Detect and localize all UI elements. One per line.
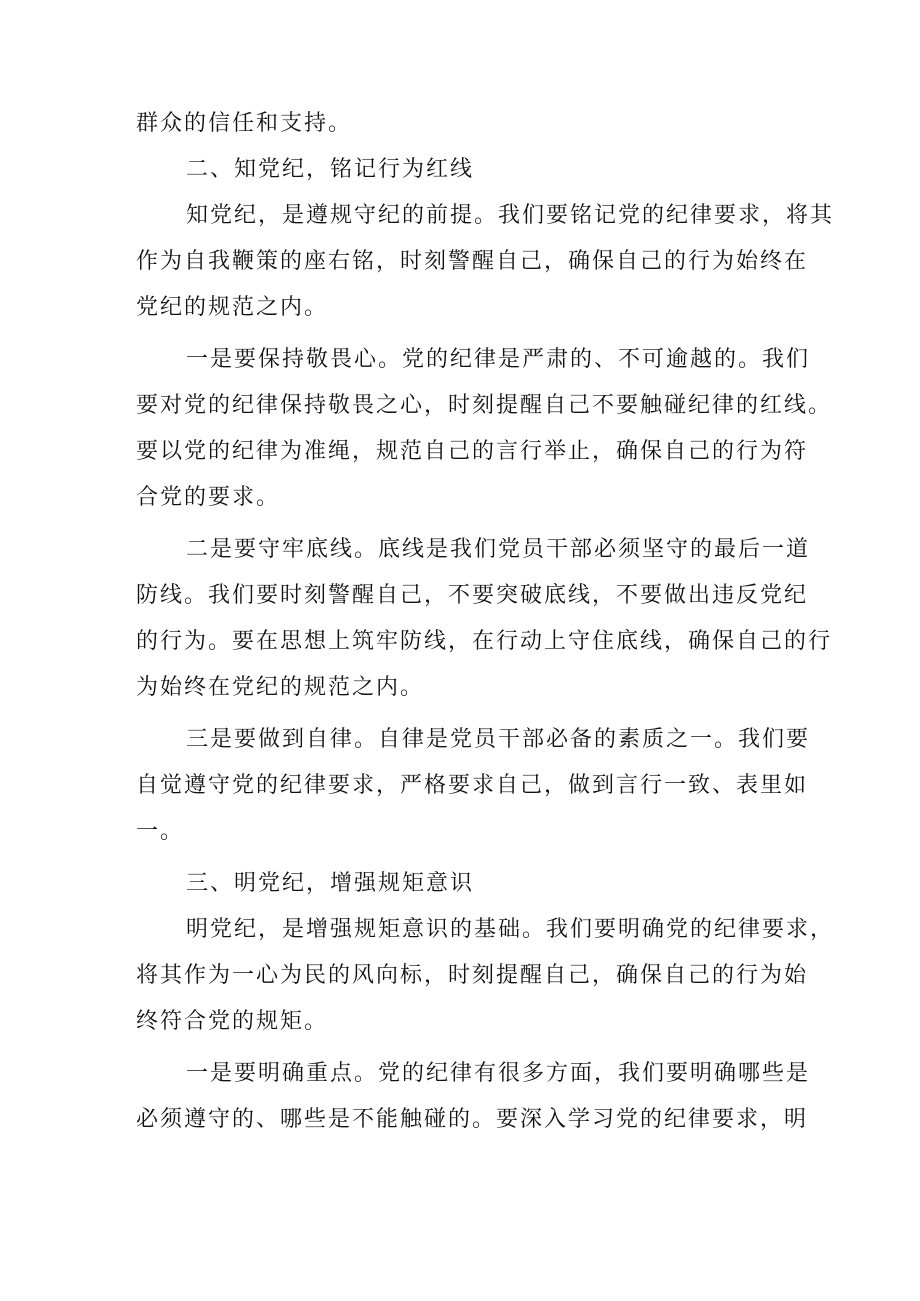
text-line-19: 将其作为一心为民的风向标，时刻提醒自己，确保自己的行为始 xyxy=(136,963,809,988)
text-line-21: 一是要明确重点。党的纪律有很多方面，我们要明确哪些是 xyxy=(186,1061,811,1086)
text-line-6: 一是要保持敬畏心。党的纪律是严肃的、不可逾越的。我们 xyxy=(186,347,811,372)
text-line-5: 党纪的规范之内。 xyxy=(136,295,329,320)
text-line-4: 作为自我鞭策的座右铭，时刻警醒自己，确保自己的行为始终在 xyxy=(136,249,809,274)
text-line-12: 的行为。要在思想上筑牢防线，在行动上守住底线，确保自己的行 xyxy=(136,629,833,654)
text-line-1: 群众的信任和支持。 xyxy=(136,111,353,136)
text-line-18: 明党纪，是增强规矩意识的基础。我们要明确党的纪律要求， xyxy=(186,917,835,942)
text-line-9: 合党的要求。 xyxy=(136,485,281,510)
text-line-10: 二是要守牢底线。底线是我们党员干部必须坚守的最后一道 xyxy=(186,537,811,562)
text-line-16: 一。 xyxy=(136,819,185,844)
text-line-8: 要以党的纪律为准绳，规范自己的言行举止，确保自己的行为符 xyxy=(136,439,809,464)
text-line-15: 自觉遵守党的纪律要求，严格要求自己，做到言行一致、表里如 xyxy=(136,773,809,798)
text-line-3: 知党纪，是遵规守纪的前提。我们要铭记党的纪律要求，将其 xyxy=(186,203,835,228)
section-heading-3: 三、明党纪，增强规矩意识 xyxy=(186,871,475,896)
text-line-20: 终符合党的规矩。 xyxy=(136,1009,329,1034)
section-heading-2: 二、知党纪，铭记行为红线 xyxy=(186,157,475,182)
text-line-14: 三是要做到自律。自律是党员干部必备的素质之一。我们要 xyxy=(186,727,811,752)
text-line-22: 必须遵守的、哪些是不能触碰的。要深入学习党的纪律要求，明 xyxy=(136,1107,809,1132)
text-line-13: 为始终在党纪的规范之内。 xyxy=(136,675,425,700)
text-line-11: 防线。我们要时刻警醒自己，不要突破底线，不要做出违反党纪 xyxy=(136,583,809,608)
text-line-7: 要对党的纪律保持敬畏之心，时刻提醒自己不要触碰纪律的红线。 xyxy=(136,393,833,418)
